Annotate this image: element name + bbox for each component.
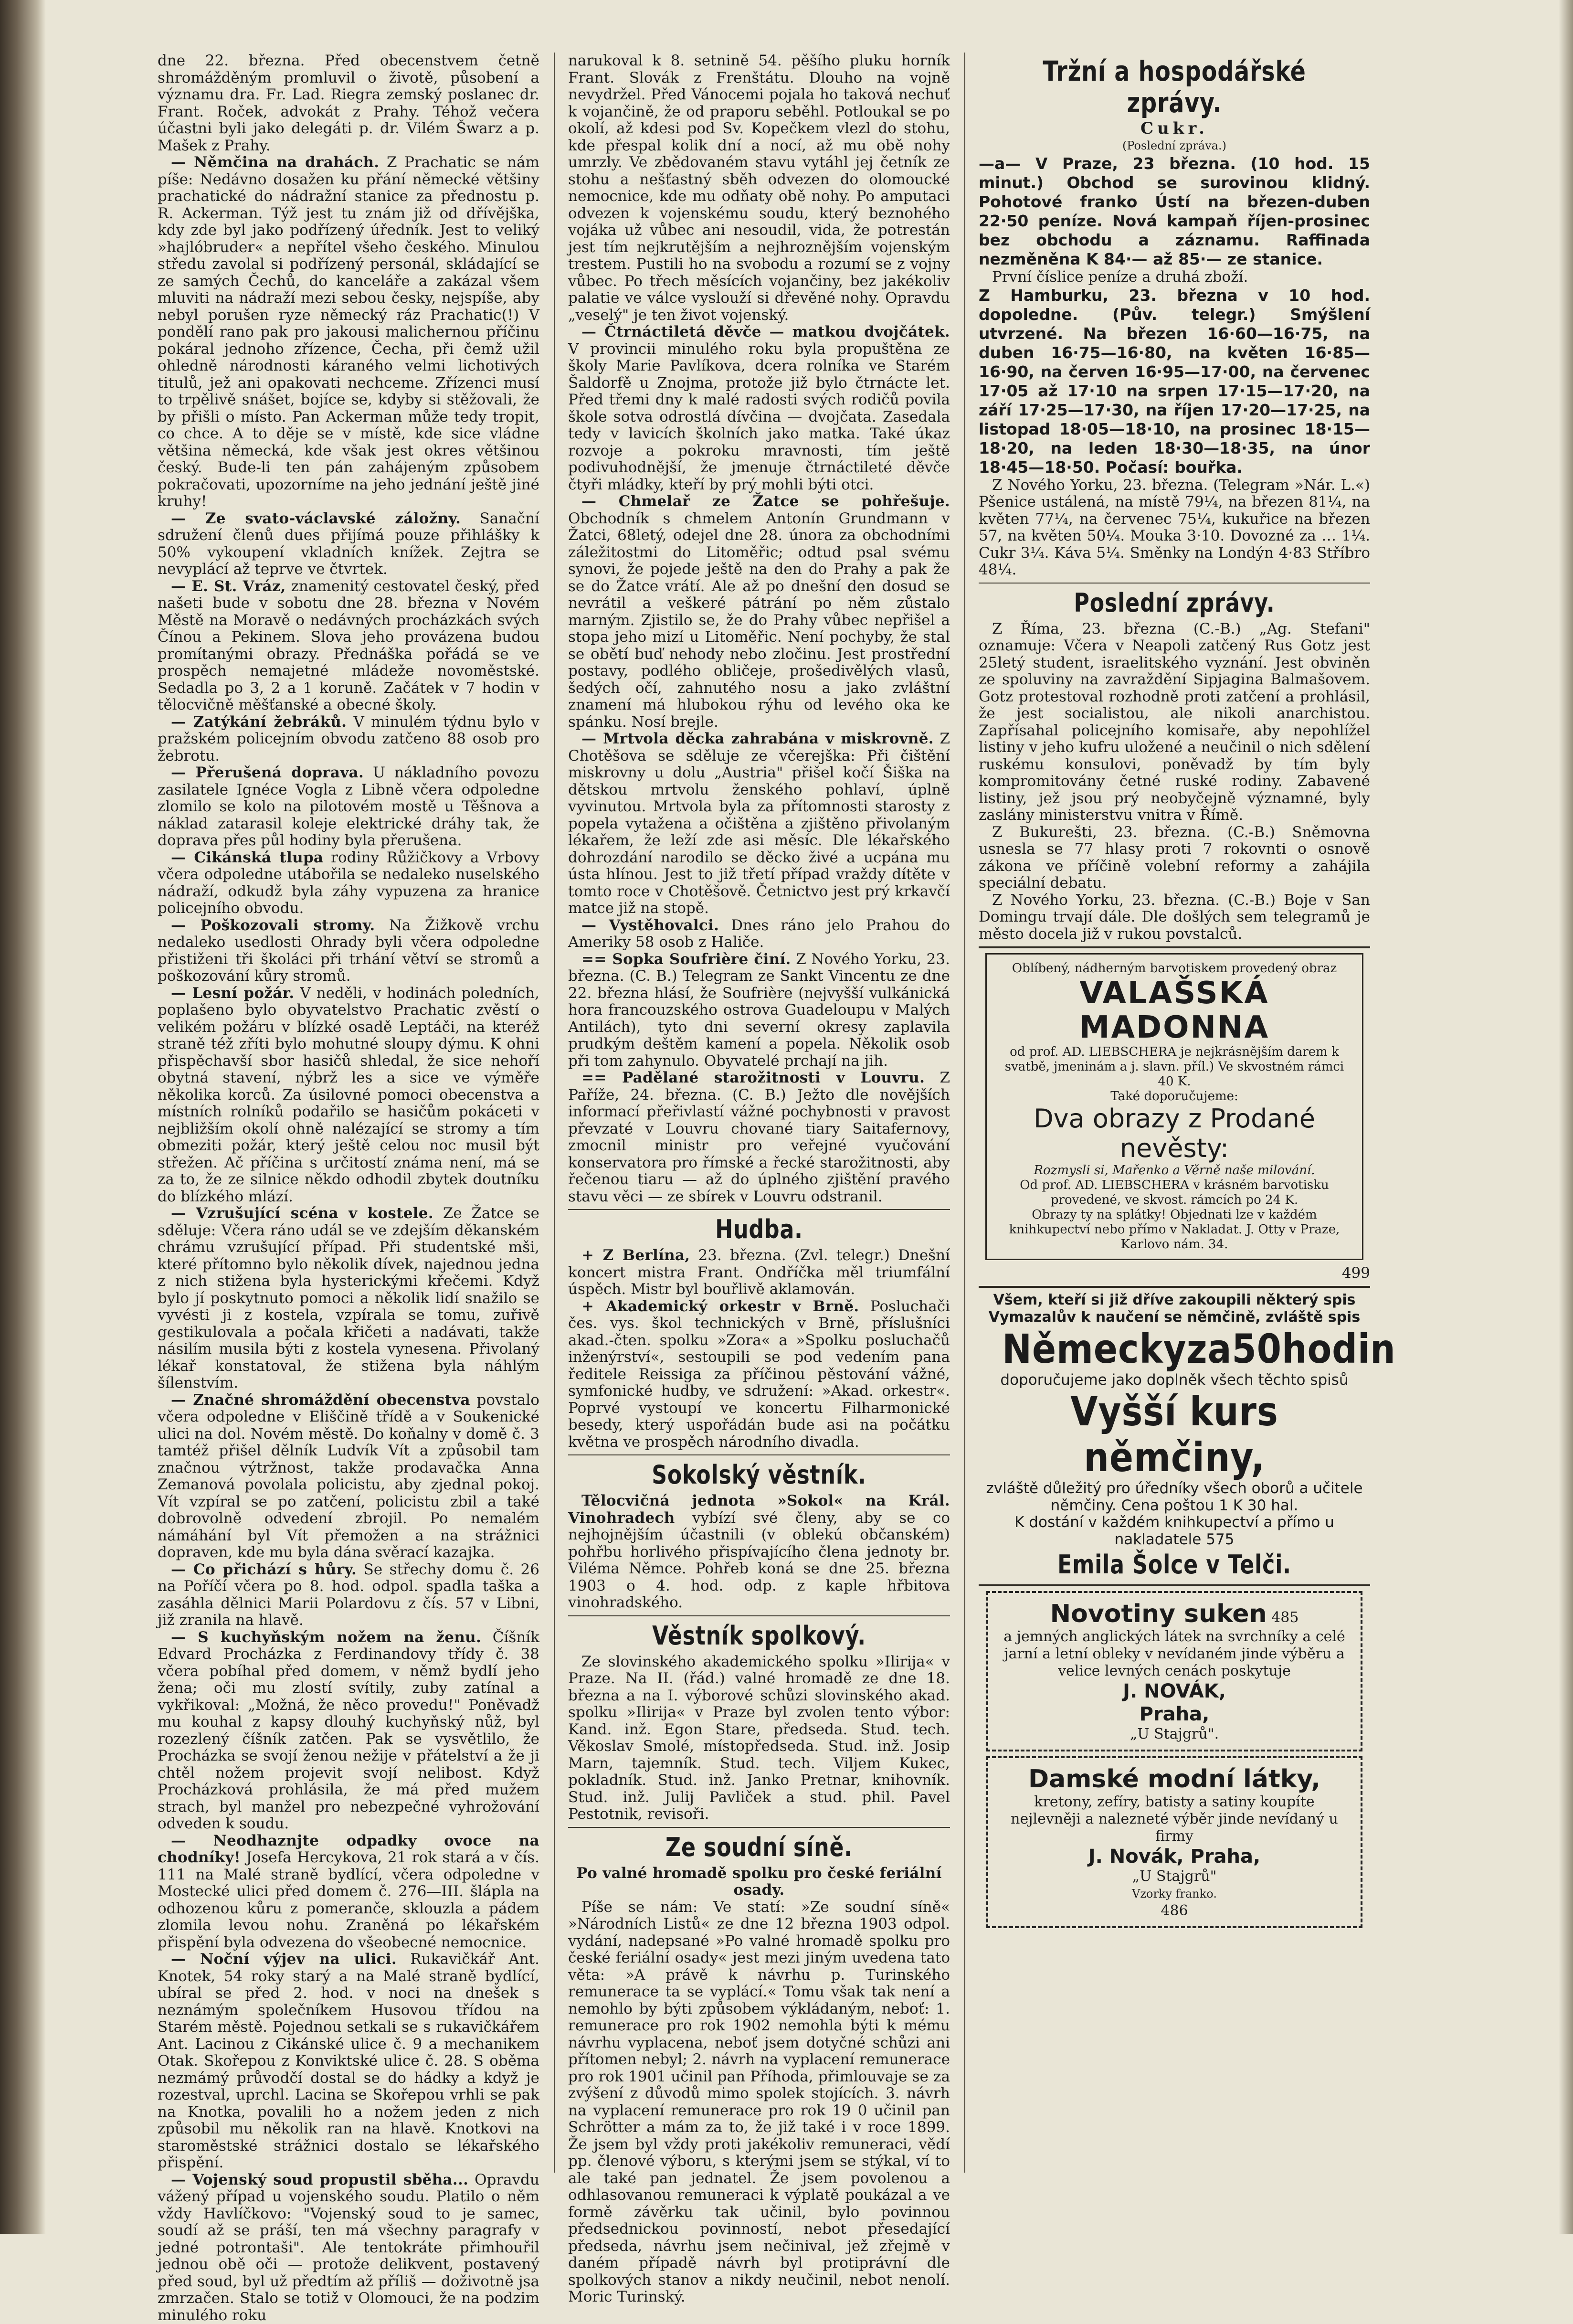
- ad-city: Praha,: [998, 1703, 1351, 1726]
- article-body: vybízí své členy, aby se co nejhojnějším účastnili (v oblekú občanském) pohřbu horlivého přispívajícího člena jednoty br. Viléma Němce. Pohřeb koná se dne 25. března 1903 o 4. hod. odp. z kaple hřbitova vinohradského.: [568, 1509, 950, 1612]
- ad-text: od prof. AD. LIEBSCHERA je nejkrásnějším darem k svatbě, jmeninám a j. slavn. příl.) Ve skvostném rámci 40 K.: [995, 1045, 1353, 1089]
- article: [568, 731, 950, 917]
- article-body: znamenitý cestovatel český, před našeti bude v sobotu dne 28. března v Novém Městě na Moravě o nedávných procházkách svých Čínou a Pekinem. Slova jeho provázena budou promítanými obrazy. Přednáška pořádá se ve prospěch nemajetné mládeže novoměstské. Sedadla po 3, 2 a 1 koruně. Začátek v 7 hodin v tělocvičně měšťanské a obecné školy.: [158, 578, 539, 714]
- article-body: Z Nového Yorku, 23. března. (C. B.) Telegram ze Sankt Vincentu ze dne 22. března hlásí, že Soufrière (nejvyšší vulkánická hora francouzského ostrova Guadeloupu v Malých Antilách), tyto dni severní okresy zaplavila prudkým deštěm kamení a popela. Několik osob při tom zahynulo. Obyvatelé prchají na jih.: [568, 951, 950, 1070]
- article-headline: — Značné shromáždění obecenstva: [171, 1391, 470, 1409]
- ad-number: 486: [998, 1902, 1351, 1920]
- ad-text: kretony, zefíry, batisty a satiny koupíte nejlevněji a nalezneté výběr jinde nevídaný u firmy: [998, 1793, 1351, 1845]
- article-body: U nákladního povozu zasilatele Ignéce Vogla z Libně včera odpoledne zlomilo se kolo na pilotovém mostě u Těšnova a náklad zatarasil koleje elektrické dráhy tak, že doprava přes půl hodiny byla přerušena.: [158, 764, 539, 849]
- article-body: Posluchači čes. vys. škol technických v Brně, příslušníci akad.-čten. spolku »Zora« a »Spolku posluchačů inženýrství«, sestoupili se pod vedením pana ředitele Reissiga za příčinou pěstování vážné, symfonické hudby, ve sdružení: »Akad. orkestr«. Poprvé vystoupí ve koncertu Filharmonické besedy, který uspořádán bude asi na počátku května ve prospěch národního divadla.: [568, 1298, 950, 1451]
- article-headline: — E. St. Vráz,: [171, 578, 286, 595]
- ad-merchant: J. Novák, Praha,: [998, 1845, 1351, 1868]
- column-1: [158, 53, 539, 2182]
- article-headline: — Vzrušující scéna v kostele.: [171, 1205, 433, 1222]
- article-body: Na Žižkově vrchu nedaleko usedlosti Ohrady byli včera odpoledne přistiženi tři školáci při trhání větví se stromů a poškozování kůry stromů.: [158, 917, 539, 985]
- ad-text: [979, 1514, 1370, 1548]
- article: [158, 1951, 539, 2172]
- section-divider: [568, 1209, 950, 1210]
- article-headline: — S kuchyňským nožem na ženu.: [171, 1629, 481, 1646]
- article: [568, 324, 950, 493]
- article: [158, 1392, 539, 1561]
- article-body: Dnes ráno jelo Prahou do Ameriky 58 osob z Haliče.: [568, 917, 950, 951]
- article-headline: — Co přichází s hůry.: [171, 1561, 357, 1578]
- advertisement-cloth: [986, 1591, 1362, 1751]
- ad-text: doporučujeme jako doplněk všech těchto spisů: [979, 1372, 1370, 1389]
- section-divider: [568, 1827, 950, 1828]
- article-headline: — Noční výjev na ulici.: [171, 1951, 397, 1968]
- ad-text: Obrazy ty na splátky! Objednati lze v každém knihkupectví nebo přímo v Nakladat. J. Otty v Praze, Karlovo nám. 34.: [995, 1208, 1353, 1252]
- article: [568, 493, 950, 731]
- ad-merchant: J. NOVÁK,: [998, 1680, 1351, 1703]
- article-headline: — Neodhaznjte odpadky ovoce na chodníky!: [158, 1832, 539, 1867]
- article-body: Z Chotěšova se sděluje ze včerejška: Při čištění miskrovny u dolu „Austria" přišel kočí Šiška na dětskou mrtvolu ženského pohlaví, úplně vyvinutou. Mrtvola byla za přítomnosti starosty z popela vytažena a očištěna a zjištěno přivolaným lékařem, že leží zde asi měsíc. Dle lékařského dohrozdání narodilo se děcko živé a ucpána mu ústa hlínou. Jest to již třetí případ vraždy dítěte v tomto roce v Chotěšově. Četnictvo jest prý krkavčí matce již na stopě.: [568, 730, 950, 917]
- section-heading-latest-news: Poslední zprávy.: [1014, 587, 1335, 619]
- article-headline: — Chmelař ze Žatce se pohřešuje.: [581, 493, 950, 510]
- article-body: Opravdu vážený případ u vojenského soudu. Platilo o něm vždy Havlíčkovo: "Vojenský soud to je samec, soudí až se práší, ten má všechny paragrafy v jedné potrontaši". Ale tentokráte přimhouřil jednou obě oči — protože delikvent, postavený před soud, byl už předtím až příliš — doživotně jsa zmrzačen. Stalo se totiž v Olomouci, že na podzim minulého roku: [158, 2171, 539, 2324]
- market-report-prague: —a— V Praze, 23 března. (10 hod. 15 minut.) Obchod se surovinou klidný. Pohotové franko Ústí na březen-duben 22·50 peníze. Nová kampaň říjen-prosinec bez obchodu a záznamu. Raffinada nezměněna K 84·— až 85·— ze stanice.: [979, 154, 1370, 269]
- ad-text: Od prof. AD. LIEBSCHERA v krásném barvotisku provedené, ve skvost. rámcích po 24 K.: [995, 1178, 1353, 1208]
- ad-publisher: Emila Šolce v Telči.: [1014, 1549, 1335, 1581]
- ad-store: „U Stajgrů": [998, 1868, 1351, 1885]
- column-3: [979, 53, 1370, 2182]
- ad-title: Vyšší kurs němčiny,: [1002, 1389, 1347, 1480]
- article-body: Píše se nám: Ve statí: »Ze soudní síně« »Národních Listů« ze dne 12 března 1903 odpol. vydání, nadepsané »Po valné hromadě spolku pro české feriální osady« jest mezi jiným uvedena tato věta: »A právě k návrhu p. Turinského remunerace ta se vyplácí.« Tomu však tak není a nemohlo by býti způsobem výkládaným, neboť: 1. remunerace pro rok 1902 nemohla býti k mému návrhu vyplacena, neboť jsem dotyčné schůzi ani přítomen nebyl; 2. návrh na vyplacení remunerace pro rok 1901 učinil pan Příhoda, přimlouvaje se za zvýšení z důvodů mimo spolek stojících. 3. návrh na vyplacení remunerace pro rok 19 0 učinil pan Schrötter a mám za to, že již také i v roce 1899. Že jsem byl vždy proti jakékoliv remuneraci, vědí pp. členové výboru, s kterými jsem se stýkal, ví to ale také pan jednatel. Že jsem povolenou a odhlasovanou remuneraci k výplatě poukázal a ve formě závěrku tak učinil, bylo povinnou předsednickou povinností, nebot přesedající předseda, návrhu jsem nečinival, jež zřejmě v daném případě návrh byl protiprávní dle spolkových stanov a nikdy neučinil, nebot nenolí. Moric Turinský.: [568, 1899, 950, 2306]
- newspaper-page: [158, 53, 1370, 2182]
- market-report-hamburg: Z Hamburku, 23. března v 10 hod. dopoledne. (Pův. telegr.) Smýšlení utvrzené. Na březen 16·60—16·75, na duben 16·75—16·80, na květen 16·85—16·90, na červen 16·95—17·00, na červenec 17·05 až 17·10 na srpen 17·15—17·20, na září 17·25—17·30, na říjen 17·20—17·25, na listopad 18·05—18·10, na prosinec 18·15—18·20, na leden 18·30—18·35, na únor 18·45—18·50. Počasí: bouřka.: [979, 286, 1370, 477]
- article-continuation: narukoval k 8. setnině 54. pěšího pluku horník Frant. Slovák z Frenštátu. Dlouho na vojně nevydržel. Před Vánocemi pojala ho taková nechuť k vojančině, že od praporu seběhl. Potloukal se po okolí, až kdesi pod Sv. Kopečkem vlezl do stohu, kde přespal kolik dní a nocí, až mu obě nohy umrzly. Ve zbědovaném stavu vytáhl jej četník ze stohu a nešťastný sběh odvezen do olomoucké nemocnice, kde mu odňaty obě nohy. Po amputaci odvezen k vojenskému soudu, který beznohého vojáka už vůbec ani nesoudil, vida, že potrestán jest tím nejkrutějším a nejhroznějším vojenským trestem. Pustili ho na svobodu a rozumí se z vojny vůbec. Po třech měsících vojančiny, bez jakékoliv palatie ve válce vyslouží si dřevěné nohy. Opravdu „veselý" je ten život vojenský.: [568, 53, 950, 324]
- section-heading-music: Hudba.: [602, 1214, 916, 1245]
- article-body: Rukavičkář Ant. Knotek, 54 roky starý a na Malé straně bydlící, ubíral se před 2. hod. v noci na dnešek s neznámým společníkem Husovou třídou na Starém městě. Pojednou setkali se s rukavičkářem Ant. Lacinou z Cikánské ulice č. 9 a mechanikem Otak. Skořepou z Konviktské ulice č. 28. S oběma nezmámý průvodčí dostal se do hádky a když je rozestval, uprchl. Lacina se Skořepou vrhli se pak na Knotka, povalili ho a nožem jeden z nich způsobil mu několik ran na hlavě. Knotkovi na staroměstské strážnici dostalo se lékařského přispění.: [158, 1951, 539, 2171]
- article: [158, 985, 539, 1206]
- ad-title: Německyza50hodin: [1002, 1326, 1347, 1372]
- market-report-newyork: Z Nového Yorku, 23. března. (Telegram »Nár. L.«) Pšenice ustálená, na místě 79¼, na březen 81¼, na květen 77¼, na červenec 75¼, kukuřice na březen 57, na květen 50¼. Mouka 3·10. Dovozné za … 1¼. Cukr 3¼. Káva 5¼. Směnky na Londýn 4·83 Stříbro 48¼.: [979, 477, 1370, 579]
- article-headline: — Čtrnáctiletá děvče — matkou dvojčátek.: [581, 323, 950, 340]
- article-headline: — Němčina na drahách.: [171, 154, 379, 171]
- news-item: Z Říma, 23. března (C.-B.) „Ag. Stefani" oznamuje: Včera v Neapoli zatčený Rus Gotz jest 25letý student, israelitského vyznání. Jest obviněn ze spoluviny na zavraždění Sipjagina Balmašovem. Gotz protestoval rozhodně proti zatčení a prohlásil, že jest socialistou, ale nikoli anarchistou. Zapřísahal policejního komisaře, aby nepohlížel listiny v jeho kufru uložené a neučinil o nich sdělení ruskému konsulovi, poněvadž by tím byly kompromitovány četné ruské rodiny. Zabavené listiny, jež jsou prý neobyčejně významné, byly zaslány ministerstvu vnitra v Římě.: [979, 621, 1370, 824]
- news-item: Z Nového Yorku, 23. března. (C.-B.) Boje v San Domingu trvají dále. Dle došlých sem telegramů je město docela již v rukou povstalců.: [979, 892, 1370, 943]
- article: [158, 714, 539, 765]
- article: [568, 917, 950, 951]
- article-headline: — Ze svato-václavské záložny.: [171, 510, 461, 527]
- article: [158, 154, 539, 510]
- ad-text: Vzorky franko.: [998, 1885, 1351, 1902]
- section-divider: [979, 1286, 1370, 1288]
- article-body: V neděli, v hodinách poledních, poplašeno bylo obyvatelstvo Prachatic zvěstí o velikém požáru v blízké osadě Leptáči, na kteréž straně též zříti bylo mohutné sloupy dýmu. K ohni přispěchavší sbor hasičů shledal, že sice nehoří obytná stavení, nýbrž les a sice ve výměře několika korců. Za úsilovné pomoci obecenstva a místních rolníků podařilo se hasičům pokáceti v nejbližším okolí ohně nalézající se stromy a tím obmeziti požár, který ještě celou noc musil být střežen. Ač příčina s určitostí známa není, má se za to, že ze silnice někdo odhodil zbytek doutníku do blízkého mlází.: [158, 985, 539, 1205]
- column-rule: [964, 53, 965, 2173]
- article-body: Sanační sdružení členů dues přijímá pouze přihlášky k 50% vykoupení vkladních knížek. Zejtra se nevyplácí až teprve ve čtvrtek.: [158, 510, 539, 578]
- article-headline: — Poškozovali stromy.: [171, 917, 375, 934]
- column-2: [568, 53, 950, 2182]
- section-divider: [568, 1615, 950, 1616]
- ad-text: a jemných anglických látek na svrchníky a celé jarní a letní obleky v nevídaném jinde výběru a velice levných cenách poskytuje: [998, 1628, 1351, 1680]
- ad-text: Rozmysli si, Mařenko a Věrně naše milování.: [995, 1163, 1353, 1178]
- article-body: Obchodník s chmelem Antonín Grundmann v Žatci, 68letý, odejel dne 28. února za obchodními záležitostmi do Litoměřic; odtud psal svému synovi, že pojede ještě na den do Prahy a pak že se do Žatce vrátí. Ale až po dnešní den dosud se nevrátil a veškeré pátrání po něm zůstalo marným. Zjistilo se, že do Prahy vůbec nepřišel a stopa jeho mizí u Litoměřic. Není pochyby, že stal se obětí buď nehody nebo zločinu. Jest prostřední postavy, podlého obličeje, prošedivělých vlasů, šedých očí, zahnutého nosu a jako zvláštní znamení má hlubokou rýhu od levého oka ke spánku. Nosí brejle.: [568, 510, 950, 731]
- column-rule: [554, 53, 555, 2173]
- advertisement-fabrics: [986, 1756, 1362, 1928]
- article: [158, 510, 539, 578]
- article-body: 23. března. (Zvl. telegr.) Dnešní koncert mistra Frant. Ondříčka měl triumfální úspěch. Mistr byl bouřlivě aklamován.: [568, 1247, 950, 1298]
- news-item: Z Bukurešti, 23. března. (C.-B.) Sněmovna usnesla se 77 hlasy proti 7 rokovnti o osnově zákona ve příčině volební reformy a zahájila speciální debatu.: [979, 824, 1370, 892]
- article-headline: — Přerušená doprava.: [171, 764, 364, 781]
- article-body: V provincii minulého roku byla propuštěna ze školy Marie Pavlíkova, dcera rolníka ve Starém Šaldorfě u Znojma, protože již bylo čtrnácte let. Před třemi dny k malé radosti svých rodičů povila škole sotva odrostlá dívčina — dvojčata. Zasedala tedy v lavicích školních jako matka. Také úkaz rozvoje a pokroku mravnosti, tím ještě podivuhodnější, že jmenuje čtrnáctileté děvče čtyři mládky, kteří by prý mohli býti otci.: [568, 340, 950, 493]
- article-headline: + Z Berlína,: [581, 1247, 690, 1264]
- article-headline: Po valné hromadě spolku pro české feriální osady.: [568, 1865, 950, 1899]
- section-heading-court: Ze soudní síně.: [602, 1832, 916, 1863]
- ad-number: 485: [1271, 1609, 1299, 1626]
- article-headline: — Cikánská tlupa: [171, 849, 323, 866]
- article-headline: — Zatýkání žebráků.: [171, 713, 347, 731]
- article-body: Ze Žatce se sděluje: Včera ráno udál se ve zdejším děkanském chrámu vzrušující případ. Při studentské mši, které přítomno bylo několik dívek, najednou jedna z nich stižena byla hysterickými křečemi. Když bylo jí poskytnuto pomoci a několik lidí snažilo se vyvésti ji z kostela, vzpírala se tomu, zuřivě gestikulovala a počala křičeti a nadávati, takže násilím musila býti z kostela vynesena. Přivolaný lékař konstatoval, že stižena byla náhlým šílenstvím.: [158, 1205, 539, 1391]
- ad-title: VALAŠSKÁ MADONNA: [995, 976, 1353, 1045]
- article-headline: Tělocvičná jednota »Sokol« na Král. Vinohradech: [568, 1492, 950, 1527]
- article-body: Josefa Hercykova, 21 rok stará a v čís. 111 na Malé straně bydlící, včera odpoledne v Mostecké ulici před domem č. 276—III. šlápla na odhozenou kůru z pomeranče, sklouzla a pádem zlomila levou nohu. Zraněná po lékařském přispění byla odvezena do všeobecné nemocnice.: [158, 1849, 539, 1951]
- section-heading-associations: Věstník spolkový.: [602, 1620, 916, 1652]
- article: [568, 951, 950, 1070]
- subheading-note: (Poslední zpráva.): [979, 138, 1370, 155]
- article: [158, 764, 539, 849]
- article: [158, 1629, 539, 1833]
- section-divider: [568, 1454, 950, 1455]
- advertisement-german-course: [979, 1292, 1370, 1581]
- ad-text: Oblíbený, nádherným barvotiskem provedený obraz: [995, 961, 1353, 976]
- section-divider: [979, 946, 1370, 948]
- article-headline: — Mrtvola děcka zahrabána v miskrovně.: [581, 730, 934, 747]
- article-body: Číšník Edvard Procházka z Ferdinandovy třídy č. 38 včera pobíhal před domem, v němž bydlí jeho žena; oči mu zlostí svítily, zuby zatínal a vykřikoval: „Možná, že něco provedu!" Poněvadž mu kouhal z kapsy dlouhý kuchyňský nůž, byl rozezlený číšník zatčen. Pak se vysvětlilo, že Procházka se svojí ženou nežije v přátelství a že ji chtěl nožem projevit svojí nelibost. Když Procházková prohlásila, že má před mužem strach, byl manžel pro nebezpečné vyhrožování odveden k soudu.: [158, 1629, 539, 1833]
- book-binding-shadow: [0, 0, 46, 2234]
- ad-subtitle: Dva obrazy z Prodané nevěsty:: [995, 1104, 1353, 1163]
- market-note: První čísli̇ce peníze a druhá zboží.: [979, 269, 1370, 286]
- article: [568, 1298, 950, 1451]
- article-body: V minulém týdnu bylo v pražském policejním obvodu zatčeno 88 osob pro žebrotu.: [158, 713, 539, 764]
- article-body: rodiny Růžičkovy a Vrbovy včera odpoledne utábořila se nedaleko nuselského nádraží, odkudž byla záhy vypuzena za hranice policejního obvodu.: [158, 849, 539, 917]
- article: [158, 2172, 539, 2324]
- section-heading-sokol: Sokolský věstník.: [602, 1459, 916, 1491]
- article: [158, 1561, 539, 1629]
- article-body: Ze slovinského akademického spolku »Ilirija« v Praze. Na II. (řád.) valné hromadě ze dne 18. března a na I. výborové schůzi slovinského akad. spolku »Ilirija« v Praze byl zvolen tento výbor: Kand. inž. Egon Stare, předseda. Stud. tech. Věkoslav Smolé, místopředseda. Stud. inž. Josip Marn, tajemník. Stud. tech. Viljem Kukec, pokladník. Stud. inž. Janko Pretnar, knihovník. Stud. inž. Julij Pavliček a stud. phil. Pavel Pestotnik, revisoři.: [568, 1654, 950, 1823]
- article-headline: — Vojenský soud propustil sběha...: [171, 2171, 468, 2188]
- article-headline: — Lesní požár.: [171, 985, 295, 1002]
- article: [158, 578, 539, 714]
- article: [568, 1247, 950, 1298]
- article-headline: — Vystěhovalci.: [581, 917, 719, 934]
- article-body: Z Prachatic se nám píše: Nedávno dosažen ku přání německé většiny prachatické do nádražní stanice za přednostu p. R. Ackerman. Týž jest tu znám již od dřívějška, kdy zde byl jako podřízený úředník. Jest to veliký »hajlóbruder« a nepřítel všeho českého. Minulou středu zavolal si podřízený personál, skládající se ze samých Čechů, do kanceláře a zakázal všem mluviti na nádraží mezi sebou česky, nejspíše, aby nebyl porušen ryze německý ráz Prachatic(!) V pondělí rano pak pro jakousi malichernou příčinu pokáral jednoho zřízence, Čecha, při čemž užil ohledně národnosti káraného velmi lichotivých titulů, jež ani opakovati nechceme. Zřízenci musí to trpělivě snášet, bojíce se, kdyby si stěžovali, že by přišli o místo. Pan Ackerman může tedy tropit, co chce. A to děje se v místě, kde sice vládne většina německá, kde však jest okres většinou český. Bude-li ten pán zahájeným způsobem pokračovati, upozorníme na jeho jednání ještě jiné kruhy!: [158, 154, 539, 510]
- article-body: Z Paříže, 24. března. (C. B.) Ježto dle novějších informací přeřivlastí vážné pochybnosti v pravost převzaté v Louvru chované tiary Saitafernovy, zmocnil ministr pro veřejné vyučování konservatora pro římské a řecké starožitnosti, aby řečenou tiaru — až do úplného zjištění pravého stavu věci — ze sbírek v Louvru odstranil.: [568, 1069, 950, 1205]
- ad-text: K dostání v každém knihkupectví a přímo u nakladatele: [1014, 1514, 1334, 1548]
- advertisement-madonna: [985, 953, 1363, 1260]
- subheading-sugar: Cukr.: [979, 120, 1370, 138]
- article: [158, 1205, 539, 1392]
- article-body: povstalo včera odpoledne v Eliščině třídě a v Soukenické ulici na dol. Novém městě. Do koňalny v domě č. 3 tamtéž přišel dělník Ludvík Vít a způsobil tam značnou výtržnost, takže prodavačka Anna Zemanová povolala policistu, aby zjednal pokoj. Vít vzpíral se po zatčení, policistu zbil a také dobrovolně odvedení zbrojil. Po nemalém námáhání byl Vít přemožen a na strážnici dopraven, kde mu byla dána svěrací kazajka.: [158, 1391, 539, 1561]
- ad-text: Všem, kteří si již dříve zakoupili některý spis Vymazalův k naučení se němčině, zvláště spis: [979, 1292, 1370, 1326]
- article: [158, 849, 539, 917]
- article-headline: == Sopka Soufrière činí.: [581, 951, 791, 968]
- article-body: Se střechy domu č. 26 na Poříčí včera po 8. hod. odpol. spadla taška a zasáhla dělnici Marii Polardovu z čís. 57 v Libni, již zranila na hlavě.: [158, 1561, 539, 1629]
- ad-title: Novotiny suken: [1050, 1600, 1267, 1628]
- ad-text: zvláště důležitý pro úředníky všech oborů a učitele němčiny. Cena poštou 1 K 30 hal.: [979, 1480, 1370, 1514]
- article: [158, 1833, 539, 1952]
- article-headline: + Akademický orkestr v Brně.: [581, 1298, 859, 1315]
- ad-store: „U Stajgrů".: [998, 1726, 1351, 1743]
- ad-number: 575: [1206, 1531, 1234, 1548]
- page-edge-shadow: [1559, 0, 1573, 2234]
- article: [568, 1493, 950, 1612]
- article: [568, 1070, 950, 1205]
- ad-title: Damské modní látky,: [998, 1765, 1351, 1793]
- section-divider: [979, 583, 1370, 584]
- ad-text: Také doporučujeme:: [995, 1089, 1353, 1104]
- section-divider: [979, 1584, 1370, 1586]
- ad-heading: [998, 1600, 1351, 1628]
- article-continuation: dne 22. března. Před obecenstvem četně shromážděným promluvil o životě, působení a významu dra. Fr. Lad. Riegra zemský poslanec dr. Frant. Roček, advokát z Prahy. Téhož večera účastni byli jako delegáti p. dr. Vilém Šwarz a p. Mašek z Prahy.: [158, 53, 539, 154]
- section-heading-market: Tržní a hospodářské zprávy.: [1014, 55, 1335, 118]
- article-headline: == Padělané starožitnosti v Louvru.: [581, 1069, 925, 1086]
- article: [158, 917, 539, 985]
- ad-number: 499: [979, 1265, 1370, 1282]
